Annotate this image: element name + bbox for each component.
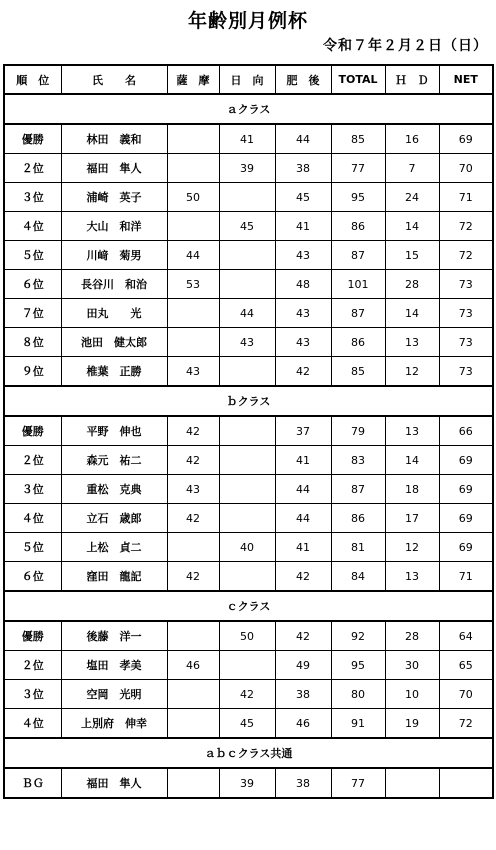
net-score: 73: [439, 357, 493, 387]
higo-score: 42: [275, 357, 331, 387]
total-score: 81: [331, 533, 385, 562]
table-row: [4, 533, 493, 562]
rank-cell: ４位: [4, 709, 61, 739]
higo-score: 42: [275, 562, 331, 592]
player-name: 浦崎 英子: [61, 183, 167, 212]
class-label: ａクラス: [4, 94, 493, 124]
hyuga-score: 39: [219, 768, 275, 798]
table-row: [4, 475, 493, 504]
player-name: 空岡 光明: [61, 680, 167, 709]
satsuma-score: [167, 680, 219, 709]
handicap: 14: [385, 299, 439, 328]
rank-cell: ５位: [4, 533, 61, 562]
higo-score: 41: [275, 446, 331, 475]
rank-cell: ５位: [4, 241, 61, 270]
rank-cell: ３位: [4, 475, 61, 504]
hyuga-score: [219, 651, 275, 680]
rank-cell: ３位: [4, 680, 61, 709]
higo-score: 42: [275, 621, 331, 651]
higo-score: 41: [275, 212, 331, 241]
net-score: 66: [439, 416, 493, 446]
col-header-higo: 肥 後: [275, 65, 331, 94]
hyuga-score: [219, 504, 275, 533]
satsuma-score: [167, 212, 219, 241]
net-score: 72: [439, 212, 493, 241]
higo-score: 44: [275, 475, 331, 504]
player-name: 上松 貞二: [61, 533, 167, 562]
higo-score: 43: [275, 328, 331, 357]
total-score: 86: [331, 504, 385, 533]
player-name: 田丸 光: [61, 299, 167, 328]
player-name: 長谷川 和治: [61, 270, 167, 299]
player-name: 平野 伸也: [61, 416, 167, 446]
total-score: 86: [331, 212, 385, 241]
hyuga-score: [219, 475, 275, 504]
table-row: [4, 328, 493, 357]
player-name: 川﨑 菊男: [61, 241, 167, 270]
results-table: [3, 64, 494, 799]
higo-score: 45: [275, 183, 331, 212]
higo-score: 43: [275, 299, 331, 328]
rank-cell: ６位: [4, 562, 61, 592]
rank-cell: ２位: [4, 651, 61, 680]
hyuga-score: [219, 270, 275, 299]
hyuga-score: [219, 416, 275, 446]
satsuma-score: 44: [167, 241, 219, 270]
table-row: [4, 124, 493, 154]
satsuma-score: 42: [167, 504, 219, 533]
hyuga-score: 44: [219, 299, 275, 328]
total-score: 85: [331, 357, 385, 387]
hyuga-score: [219, 183, 275, 212]
header-row: [4, 65, 493, 94]
satsuma-score: 42: [167, 446, 219, 475]
rank-cell: ４位: [4, 212, 61, 241]
net-score: 71: [439, 183, 493, 212]
handicap: 14: [385, 446, 439, 475]
rank-cell: ７位: [4, 299, 61, 328]
rank-cell: ３位: [4, 183, 61, 212]
player-name: 椎葉 正勝: [61, 357, 167, 387]
satsuma-score: [167, 621, 219, 651]
player-name: 上別府 伸幸: [61, 709, 167, 739]
satsuma-score: [167, 328, 219, 357]
player-name: 重松 克典: [61, 475, 167, 504]
hyuga-score: 42: [219, 680, 275, 709]
class-section-header: [4, 738, 493, 768]
handicap: 13: [385, 416, 439, 446]
satsuma-score: 46: [167, 651, 219, 680]
handicap: 16: [385, 124, 439, 154]
satsuma-score: 42: [167, 416, 219, 446]
class-section-header: [4, 386, 493, 416]
rank-cell: ４位: [4, 504, 61, 533]
handicap: 7: [385, 154, 439, 183]
rank-cell: ２位: [4, 446, 61, 475]
table-row: [4, 680, 493, 709]
player-name: 池田 健太郎: [61, 328, 167, 357]
net-score: 70: [439, 154, 493, 183]
class-label: ｂクラス: [4, 386, 493, 416]
net-score: 72: [439, 709, 493, 739]
net-score: 69: [439, 124, 493, 154]
handicap: 13: [385, 328, 439, 357]
total-score: 80: [331, 680, 385, 709]
higo-score: 38: [275, 768, 331, 798]
total-score: 85: [331, 124, 385, 154]
col-header-hd: Ｈ Ｄ: [385, 65, 439, 94]
total-score: 87: [331, 241, 385, 270]
total-score: 95: [331, 651, 385, 680]
rank-cell: ＢＧ: [4, 768, 61, 798]
table-row: [4, 709, 493, 739]
player-name: 後藤 洋一: [61, 621, 167, 651]
table-row: [4, 357, 493, 387]
satsuma-score: [167, 709, 219, 739]
total-score: 101: [331, 270, 385, 299]
total-score: 95: [331, 183, 385, 212]
class-section-header: [4, 591, 493, 621]
net-score: 70: [439, 680, 493, 709]
table-row: [4, 416, 493, 446]
net-score: 73: [439, 270, 493, 299]
hyuga-score: [219, 446, 275, 475]
player-name: 立石 歳郎: [61, 504, 167, 533]
col-header-hyuga: 日 向: [219, 65, 275, 94]
satsuma-score: 43: [167, 475, 219, 504]
net-score: 69: [439, 446, 493, 475]
higo-score: 38: [275, 680, 331, 709]
page-title: 年齢別月例杯: [187, 10, 308, 32]
handicap: 19: [385, 709, 439, 739]
total-score: 86: [331, 328, 385, 357]
handicap: 12: [385, 357, 439, 387]
total-score: 77: [331, 768, 385, 798]
handicap: 15: [385, 241, 439, 270]
net-score: 64: [439, 621, 493, 651]
hyuga-score: 43: [219, 328, 275, 357]
handicap: 14: [385, 212, 439, 241]
satsuma-score: [167, 154, 219, 183]
total-score: 92: [331, 621, 385, 651]
table-row: [4, 621, 493, 651]
col-header-name: 氏 名: [61, 65, 167, 94]
satsuma-score: [167, 533, 219, 562]
table-row: [4, 768, 493, 798]
total-score: 87: [331, 475, 385, 504]
handicap: 12: [385, 533, 439, 562]
table-row: [4, 154, 493, 183]
net-score: 72: [439, 241, 493, 270]
event-date: 令和７年２月２日（日）: [323, 38, 488, 54]
class-section-header: [4, 94, 493, 124]
satsuma-score: 42: [167, 562, 219, 592]
net-score: 71: [439, 562, 493, 592]
handicap: [385, 768, 439, 798]
table-row: [4, 299, 493, 328]
handicap: 28: [385, 270, 439, 299]
satsuma-score: [167, 124, 219, 154]
total-score: 83: [331, 446, 385, 475]
handicap: 28: [385, 621, 439, 651]
player-name: 福田 隼人: [61, 154, 167, 183]
net-score: 69: [439, 533, 493, 562]
hyuga-score: 45: [219, 709, 275, 739]
col-header-net: NET: [439, 65, 493, 94]
rank-cell: ９位: [4, 357, 61, 387]
net-score: 73: [439, 328, 493, 357]
col-header-total: TOTAL: [331, 65, 385, 94]
hyuga-score: [219, 562, 275, 592]
rank-cell: ６位: [4, 270, 61, 299]
net-score: 69: [439, 504, 493, 533]
hyuga-score: [219, 241, 275, 270]
rank-cell: ８位: [4, 328, 61, 357]
table-row: [4, 212, 493, 241]
rank-cell: 優勝: [4, 124, 61, 154]
handicap: 30: [385, 651, 439, 680]
satsuma-score: 53: [167, 270, 219, 299]
rank-cell: ２位: [4, 154, 61, 183]
player-name: 大山 和洋: [61, 212, 167, 241]
rank-cell: 優勝: [4, 416, 61, 446]
higo-score: 46: [275, 709, 331, 739]
handicap: 13: [385, 562, 439, 592]
satsuma-score: 50: [167, 183, 219, 212]
player-name: 福田 隼人: [61, 768, 167, 798]
total-score: 79: [331, 416, 385, 446]
handicap: 18: [385, 475, 439, 504]
hyuga-score: 39: [219, 154, 275, 183]
net-score: 73: [439, 299, 493, 328]
hyuga-score: 41: [219, 124, 275, 154]
hyuga-score: [219, 357, 275, 387]
table-row: [4, 562, 493, 592]
col-header-satsuma: 薩 摩: [167, 65, 219, 94]
hyuga-score: 40: [219, 533, 275, 562]
higo-score: 48: [275, 270, 331, 299]
net-score: [439, 768, 493, 798]
handicap: 24: [385, 183, 439, 212]
satsuma-score: [167, 768, 219, 798]
higo-score: 43: [275, 241, 331, 270]
hyuga-score: 45: [219, 212, 275, 241]
player-name: 林田 義和: [61, 124, 167, 154]
total-score: 77: [331, 154, 385, 183]
table-row: [4, 241, 493, 270]
player-name: 塩田 孝美: [61, 651, 167, 680]
table-row: [4, 270, 493, 299]
table-row: [4, 183, 493, 212]
handicap: 17: [385, 504, 439, 533]
satsuma-score: 43: [167, 357, 219, 387]
higo-score: 44: [275, 504, 331, 533]
net-score: 69: [439, 475, 493, 504]
satsuma-score: [167, 299, 219, 328]
rank-cell: 優勝: [4, 621, 61, 651]
total-score: 91: [331, 709, 385, 739]
handicap: 10: [385, 680, 439, 709]
total-score: 84: [331, 562, 385, 592]
class-label: ａｂｃクラス共通: [4, 738, 493, 768]
player-name: 窪田 龍記: [61, 562, 167, 592]
net-score: 65: [439, 651, 493, 680]
table-row: [4, 504, 493, 533]
class-label: ｃクラス: [4, 591, 493, 621]
total-score: 87: [331, 299, 385, 328]
table-row: [4, 651, 493, 680]
higo-score: 49: [275, 651, 331, 680]
higo-score: 44: [275, 124, 331, 154]
player-name: 森元 祐二: [61, 446, 167, 475]
higo-score: 38: [275, 154, 331, 183]
higo-score: 41: [275, 533, 331, 562]
hyuga-score: 50: [219, 621, 275, 651]
col-header-rank: 順 位: [4, 65, 61, 94]
higo-score: 37: [275, 416, 331, 446]
table-row: [4, 446, 493, 475]
